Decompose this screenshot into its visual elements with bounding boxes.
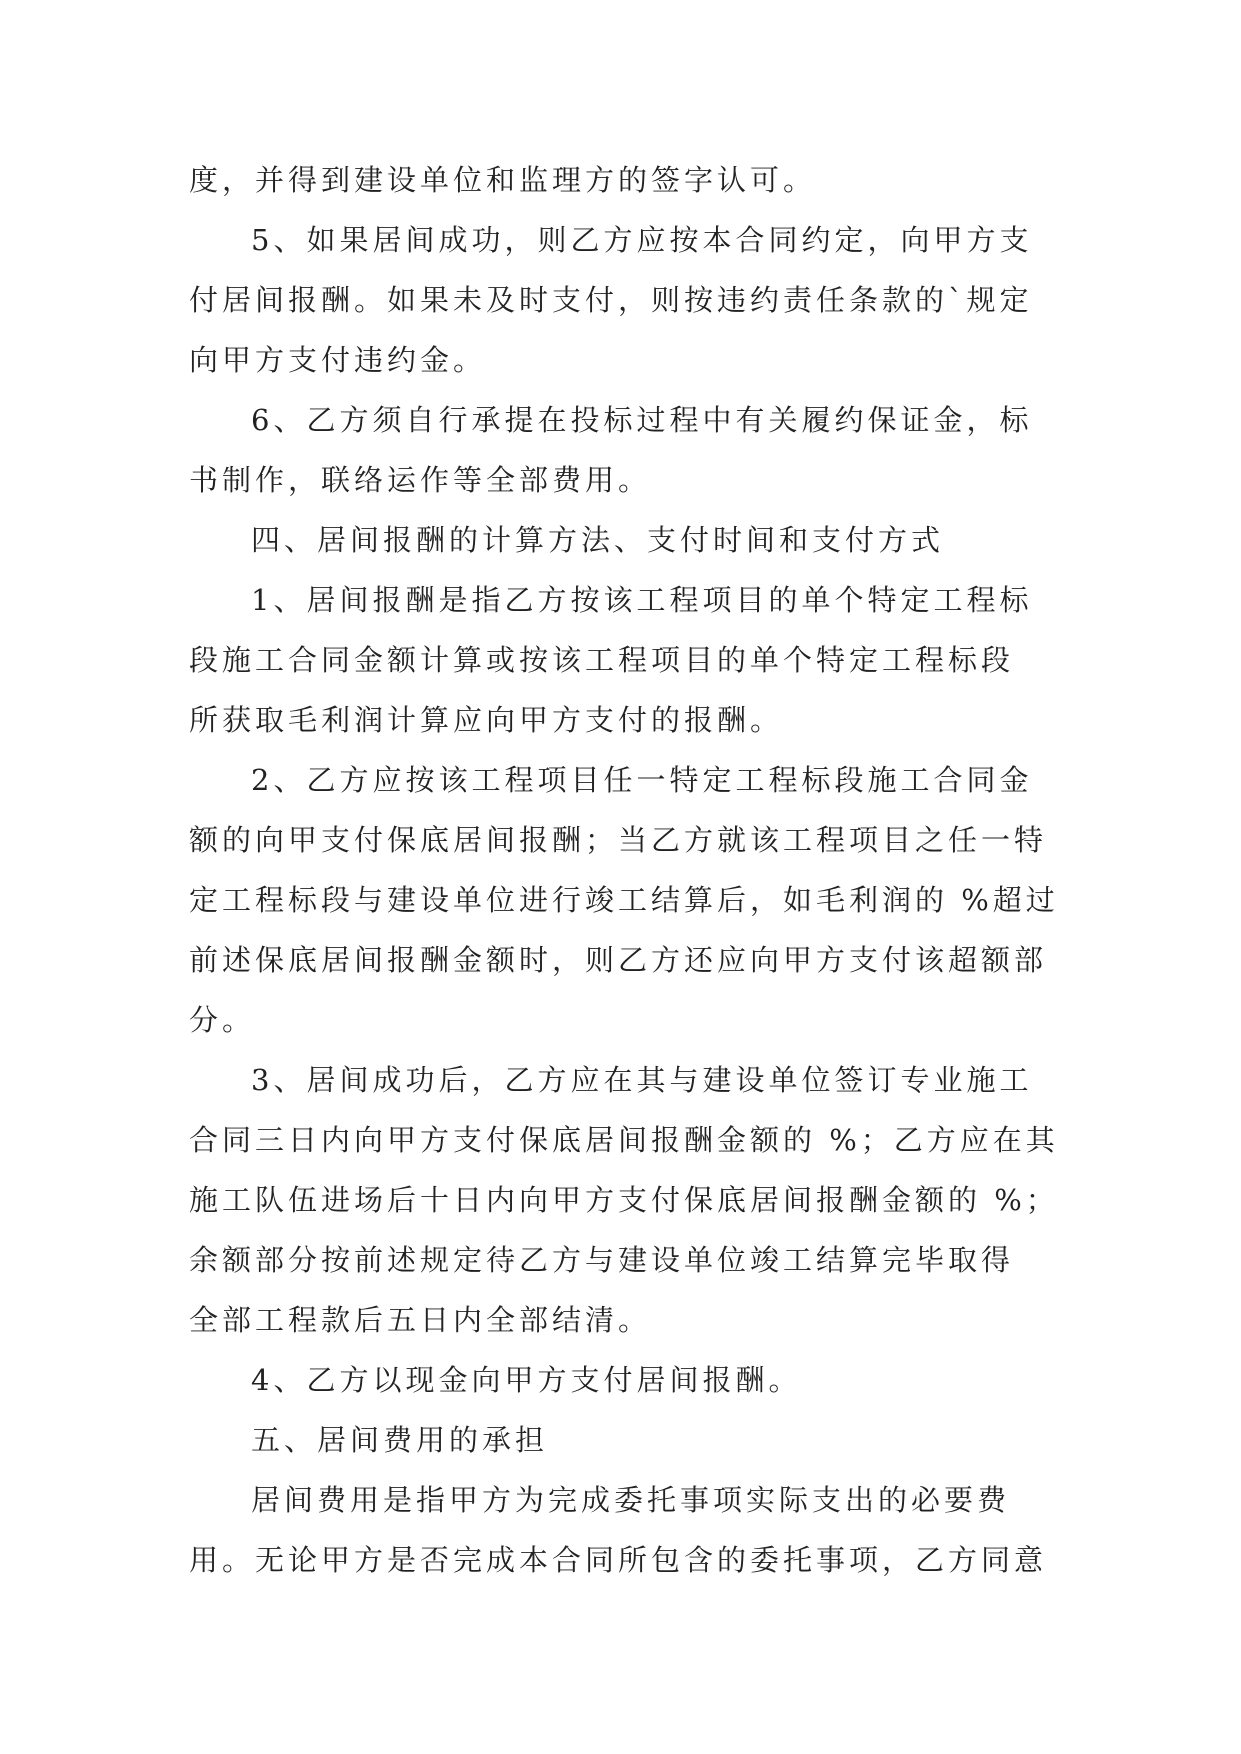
- text-line: 居间费用是指甲方为完成委托事项实际支出的必要费: [251, 1483, 1011, 1517]
- text-line: 所获取毛利润计算应向甲方支付的报酬。: [189, 703, 784, 737]
- text-line: 额的向甲支付保底居间报酬；当乙方就该工程项目之任一特: [189, 823, 1048, 857]
- text-line: 向甲方支付违约金。: [189, 343, 487, 377]
- text-line: 合同三日内向甲方支付保底居间报酬金额的 %；乙方应在其: [189, 1123, 1059, 1157]
- text-line: 4、乙方以现金向甲方支付居间报酬。: [251, 1363, 802, 1397]
- document-body: [189, 150, 1059, 1590]
- text-line: 书制作，联络运作等全部费用。: [189, 463, 652, 497]
- text-line: 1、居间报酬是指乙方按该工程项目的单个特定工程标: [251, 583, 1033, 617]
- text-line: 用。无论甲方是否完成本合同所包含的委托事项，乙方同意: [189, 1543, 1048, 1577]
- section-heading: 四、居间报酬的计算方法、支付时间和支付方式: [251, 523, 945, 557]
- text-line: 分。: [189, 1003, 256, 1037]
- text-line: 施工队伍进场后十日内向甲方支付保底居间报酬金额的 %；: [189, 1183, 1059, 1217]
- text-line: 度，并得到建设单位和监理方的签字认可。: [189, 163, 817, 197]
- text-line: 5、如果居间成功，则乙方应按本合同约定，向甲方支: [251, 223, 1033, 257]
- text-line: 段施工合同金额计算或按该工程项目的单个特定工程标段: [189, 643, 1015, 677]
- text-line: 付居间报酬。如果未及时支付，则按违约责任条款的`规定: [189, 283, 1033, 317]
- text-line: 前述保底居间报酬金额时，则乙方还应向甲方支付该超额部: [189, 943, 1048, 977]
- text-line: 定工程标段与建设单位进行竣工结算后，如毛利润的 %超过: [189, 883, 1059, 917]
- text-line: 3、居间成功后，乙方应在其与建设单位签订专业施工: [251, 1063, 1033, 1097]
- text-line: 2、乙方应按该工程项目任一特定工程标段施工合同金: [251, 763, 1033, 797]
- text-line: 6、乙方须自行承提在投标过程中有关履约保证金，标: [251, 403, 1033, 437]
- text-line: 全部工程款后五日内全部结清。: [189, 1303, 652, 1337]
- text-line: 余额部分按前述规定待乙方与建设单位竣工结算完毕取得: [189, 1243, 1015, 1277]
- section-heading: 五、居间费用的承担: [251, 1423, 549, 1457]
